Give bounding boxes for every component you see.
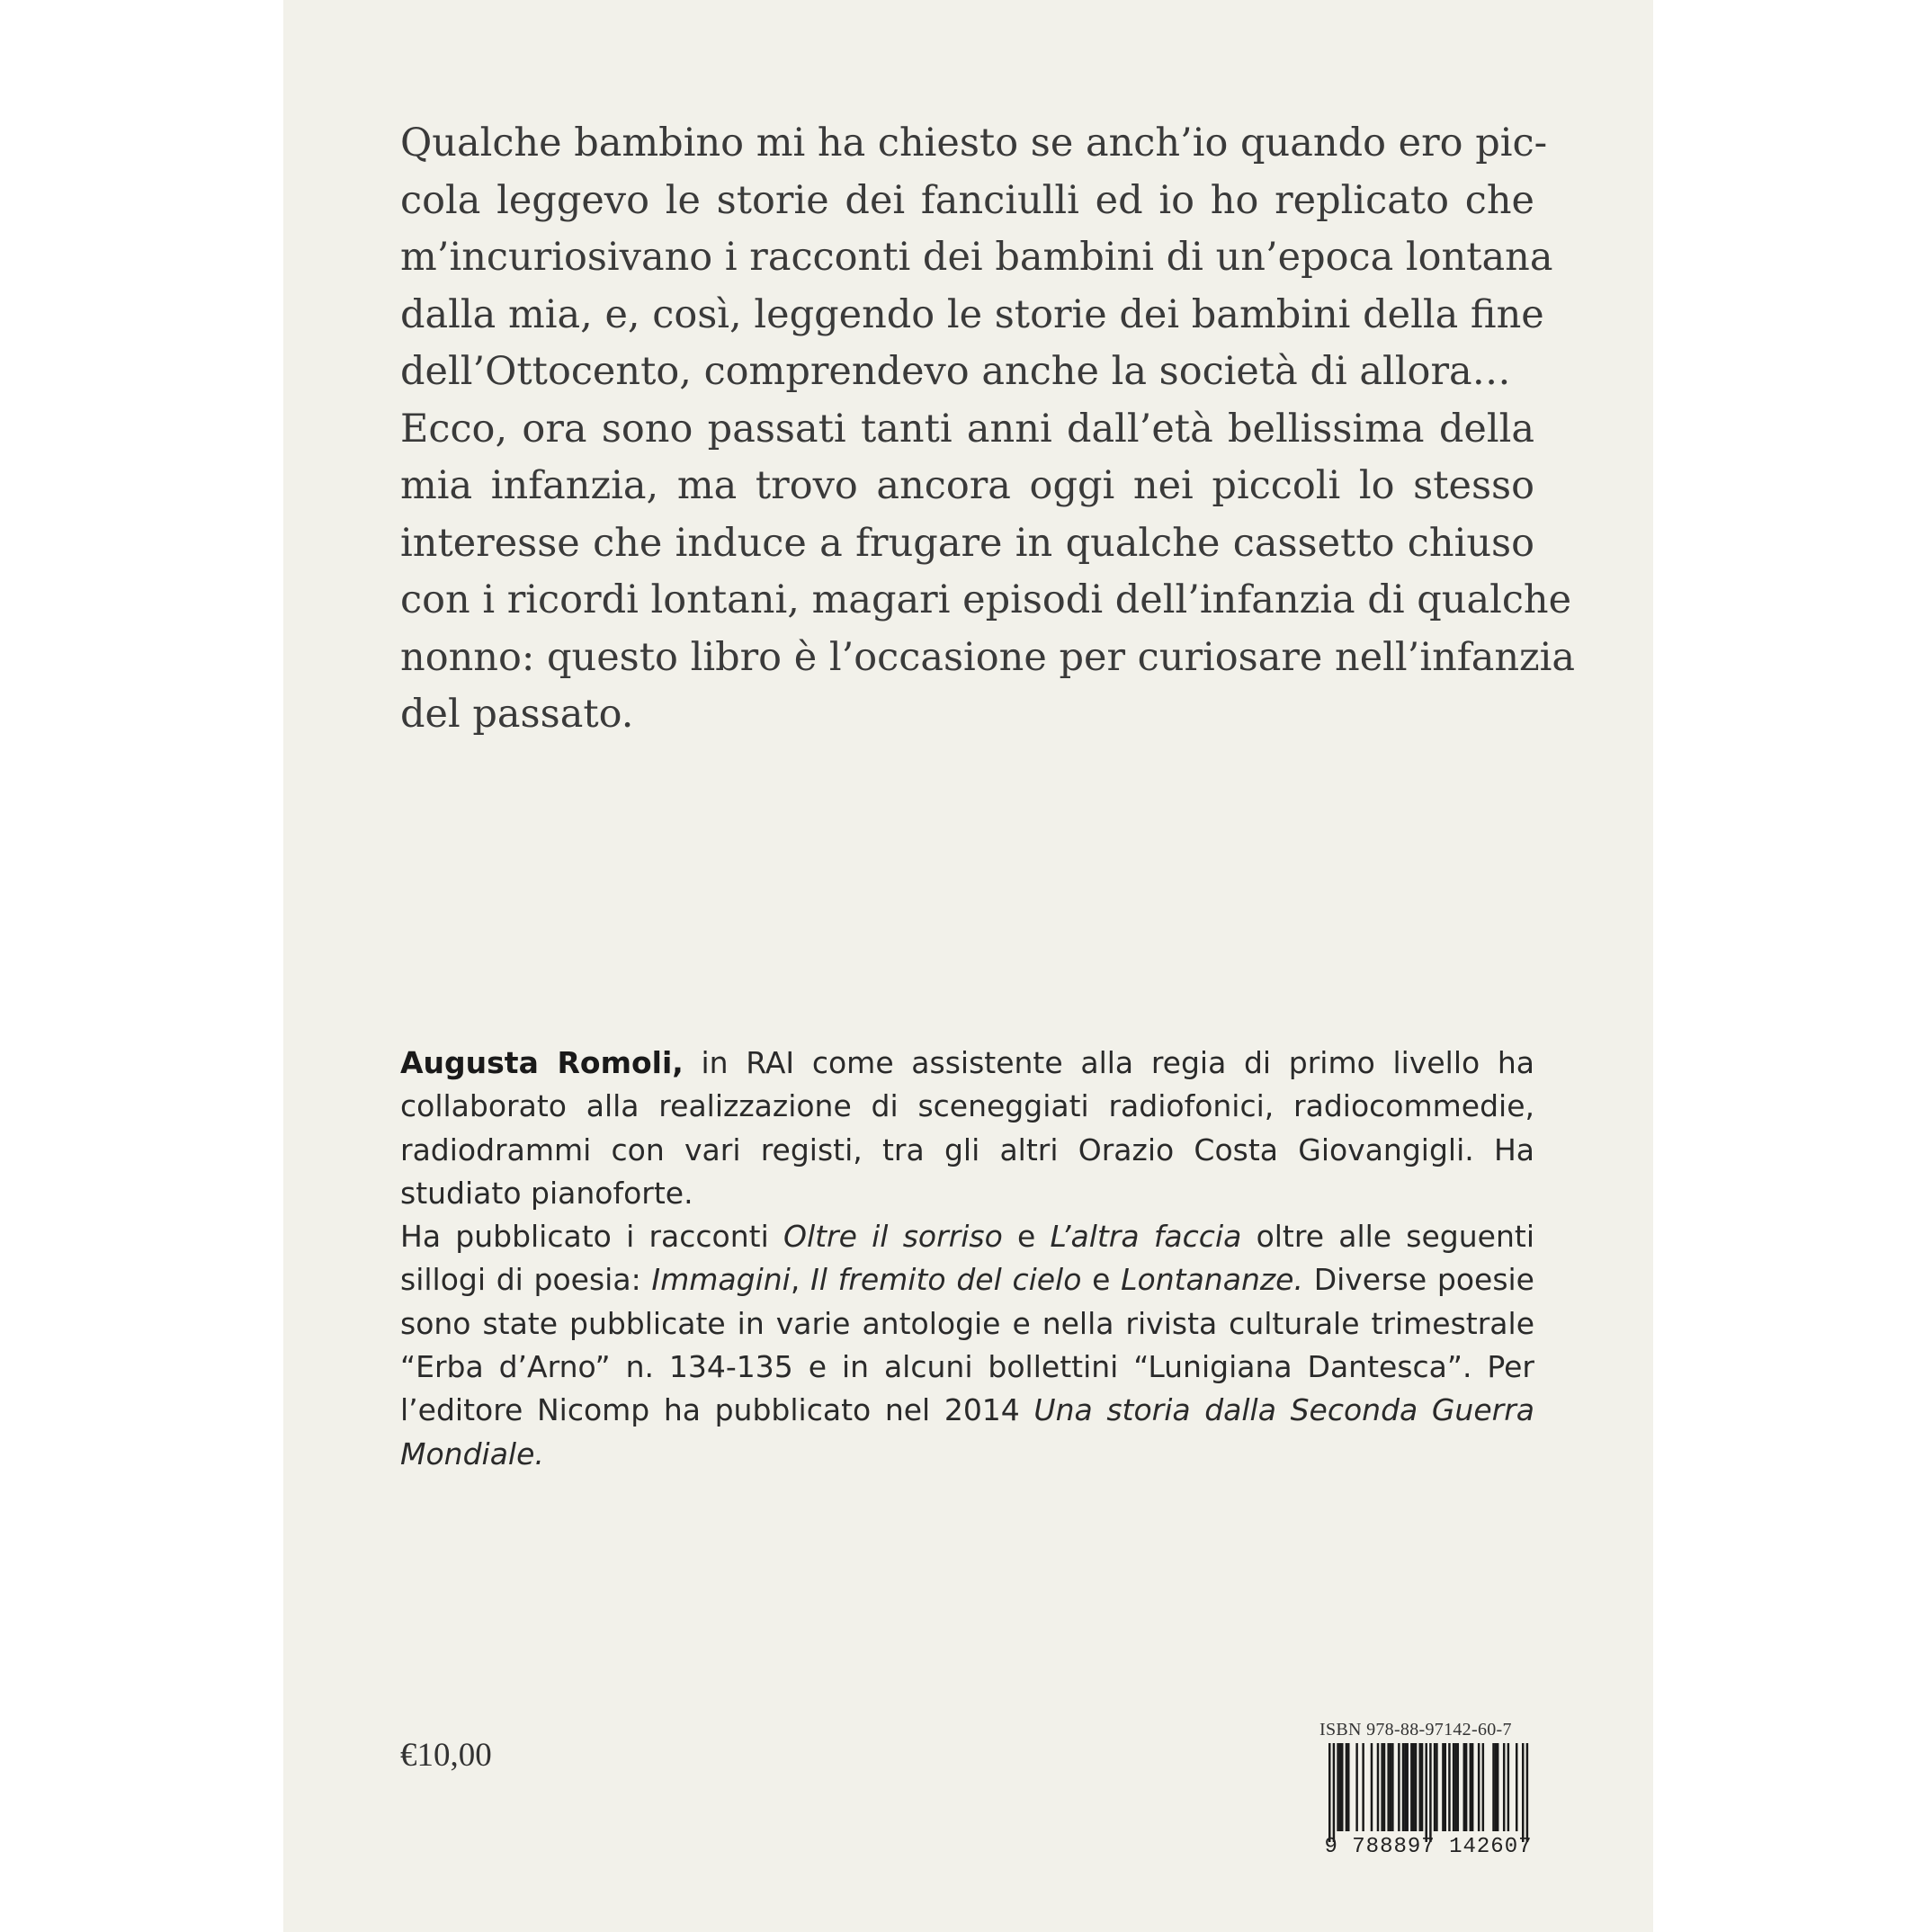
barcode-bar [1333,1743,1335,1842]
barcode-bar [1526,1743,1528,1842]
bio-text: , [790,1262,811,1298]
barcode-bar [1341,1743,1343,1831]
barcode-bar [1415,1743,1417,1831]
barcode-bar [1434,1743,1436,1831]
barcode-bar [1410,1743,1412,1831]
isbn-barcode [1316,1720,1541,1865]
book-title: Lontananze. [1121,1262,1303,1298]
bio-text: e [1002,1219,1051,1255]
barcode-bar [1448,1743,1450,1831]
blurb-line: dalla mia, e, così, leggendo le storie dei bambini della fine [400,291,1544,337]
blurb-line: interesse che induce a frugare in qualche cassetto chiuso [400,520,1534,566]
blurb-line: nonno: questo libro è l’occasione per curiosare nell’infanzia [400,634,1576,680]
book-title: Una storia dalla Seconda Guerra Mondiale. [400,1392,1534,1471]
bio-text: oltre alle seguenti sillogi di poesia: [400,1219,1534,1298]
barcode-bar [1421,1743,1423,1831]
barcode-bar [1516,1743,1517,1831]
book-title: Il fremito del cielo [810,1262,1082,1298]
barcode-bar [1457,1743,1459,1831]
blurb-line: Ecco, ora sono passati tanti anni dall’età bellissima della [400,406,1534,452]
barcode-bar [1470,1743,1471,1831]
barcode-bar [1381,1743,1382,1831]
barcode-bar [1355,1743,1357,1831]
book-title: Immagini [651,1262,791,1298]
barcode-bar [1503,1743,1505,1831]
barcode-bar [1418,1743,1420,1831]
barcode-bar [1390,1743,1391,1831]
barcode-bar [1482,1743,1484,1831]
blurb-text [400,115,1576,744]
isbn-label: ISBN 978-88-97142-60-7 [1319,1720,1512,1740]
blurb-line: con i ricordi lontani, magari episodi dell’infanzia di qualche [400,577,1572,622]
barcode-bar [1339,1743,1341,1831]
barcode-bar [1442,1743,1444,1831]
barcode-bar [1404,1743,1406,1831]
barcode-bar [1347,1743,1349,1831]
bio-text: in RAI come assistente alla regia di primo livello ha collaborato alla realizzazione di sceneggiati radiofonici, radiocommedie, radiodrammi con vari registi, tra gli altri Orazio Costa Giovangigli. Ha studiato pianoforte. [400,1045,1534,1211]
barcode-bar [1492,1743,1494,1831]
barcode-bar [1391,1743,1393,1831]
blurb-line: m’incuriosivano i racconti dei bambini di un’epoca lontana [400,235,1553,280]
barcode-bar [1445,1743,1446,1831]
barcode-bar [1453,1743,1454,1831]
price-label: €10,00 [400,1737,492,1774]
book-title: L’altra faccia [1050,1219,1242,1255]
barcode-bar [1371,1743,1373,1831]
barcode-bar [1425,1743,1427,1842]
barcode-bar [1362,1743,1364,1831]
barcode-bar [1471,1743,1473,1831]
bio-paragraph-2 [400,1215,1534,1476]
bio-text: e [1081,1262,1122,1298]
barcode-bar [1436,1743,1437,1831]
barcode-bar [1402,1743,1404,1831]
bio-text: Diverse poesie sono state pubblicate in varie antologie e nella rivista culturale trimestrale “Erba d’Arno” n. 134-135 e in alcuni bollettini “Lunigiana Dantesca”. Per l’editore Nicomp ha pubblicato nel 2014 [400,1262,1534,1428]
barcode-bar [1478,1743,1480,1831]
barcode-bars [1316,1743,1541,1842]
barcode-bar [1465,1743,1467,1831]
barcode-bar [1463,1743,1465,1831]
barcode-bar [1387,1743,1389,1831]
barcode-bar [1337,1743,1338,1831]
barcode-bar [1429,1743,1431,1842]
barcode-bar [1507,1743,1509,1831]
barcode-bar [1495,1743,1497,1831]
barcode-bar [1346,1743,1347,1831]
bio-paragraph-1 [400,1042,1534,1215]
barcode-bar [1497,1743,1498,1831]
barcode-bar [1522,1743,1524,1842]
blurb-line: Qualche bambino mi ha chiesto se anch’io quando ero pic- [400,121,1548,165]
bio-text: Ha pubblicato i racconti [400,1219,783,1255]
book-back-cover [283,0,1653,1932]
barcode-bar [1377,1743,1379,1831]
barcode-digits: 9 788897 142607 [1324,1835,1533,1859]
blurb-line: cola leggevo le storie dei fanciulli ed io ho replicato che [400,177,1534,223]
author-bio [400,1042,1534,1476]
blurb-line: mia infanzia, ma trovo ancora oggi nei piccoli lo stesso [400,463,1534,508]
blurb-line: dell’Ottocento, comprendevo anche la società di allora… [400,349,1511,394]
blurb-line: del passato. [400,692,634,737]
author-name: Augusta Romoli, [400,1045,684,1080]
barcode-bar [1398,1743,1400,1831]
barcode-bar [1454,1743,1456,1831]
barcode-bar [1412,1743,1414,1831]
barcode-bar [1328,1743,1330,1842]
barcode-bar [1406,1743,1408,1831]
book-title: Oltre il sorriso [783,1219,1003,1255]
barcode-bar [1383,1743,1385,1831]
